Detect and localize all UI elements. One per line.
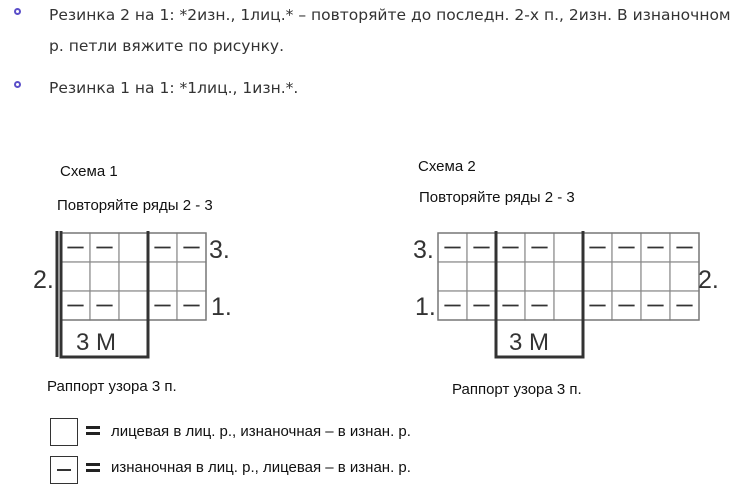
scheme1-row3-label: 3.: [209, 236, 230, 264]
chart-cell: [583, 262, 612, 291]
chart-cell: [641, 262, 670, 291]
chart-cell: [119, 233, 148, 262]
chart-cell: [612, 262, 641, 291]
chart-cell: [496, 262, 525, 291]
scheme2-rapport: Раппорт узора 3 п.: [452, 381, 582, 398]
chart-cell: [177, 262, 206, 291]
chart-cell: [554, 233, 583, 262]
legend-text-purl: изнаночная в лиц. р., лицевая – в изнан. р.: [111, 459, 411, 476]
scheme1-title: Схема 1: [60, 163, 118, 180]
scheme2-chart: [438, 231, 699, 357]
chart-cell: [90, 262, 119, 291]
scheme1-row1-label: 1.: [211, 293, 232, 321]
legend-dash-cell-icon: [50, 456, 78, 484]
scheme2-repeat-note: Повторяйте ряды 2 - 3: [419, 189, 575, 206]
legend-equals-icon: [86, 426, 100, 436]
scheme2-row1-label: 1.: [415, 293, 436, 321]
bullet-text-1: Резинка 2 на 1: *2изн., 1лиц.* – повторяйте до последн. 2-х п., 2изн. В изнаночном р. петли вяжите по рисунку.: [49, 6, 731, 55]
scheme2-row2-label: 2.: [698, 266, 719, 294]
scheme1-rapport: Раппорт узора 3 п.: [47, 378, 177, 395]
chart-cell: [525, 262, 554, 291]
scheme2-title: Схема 2: [418, 158, 476, 175]
chart-cell: [61, 262, 90, 291]
bullet-text-2: Резинка 1 на 1: *1лиц., 1изн.*.: [49, 79, 299, 97]
scheme1-row2-label: 2.: [33, 266, 54, 294]
chart-cell: [554, 262, 583, 291]
legend-equals-icon: [86, 463, 100, 473]
chart-cell: [554, 291, 583, 320]
chart-cell: [670, 262, 699, 291]
scheme2-row3-label: 3.: [413, 236, 434, 264]
scheme1-repeat-label: 3 М: [76, 329, 117, 356]
legend-text-knit: лицевая в лиц. р., изнаночная – в изнан. р.: [111, 423, 411, 440]
scheme1-repeat-note: Повторяйте ряды 2 - 3: [57, 197, 213, 214]
chart-cell: [438, 262, 467, 291]
chart-cell: [148, 262, 177, 291]
chart-cell: [467, 262, 496, 291]
scheme2-repeat-label: 3 М: [509, 329, 550, 356]
chart-cell: [119, 291, 148, 320]
legend-empty-cell-icon: [50, 418, 78, 446]
chart-cell: [119, 262, 148, 291]
